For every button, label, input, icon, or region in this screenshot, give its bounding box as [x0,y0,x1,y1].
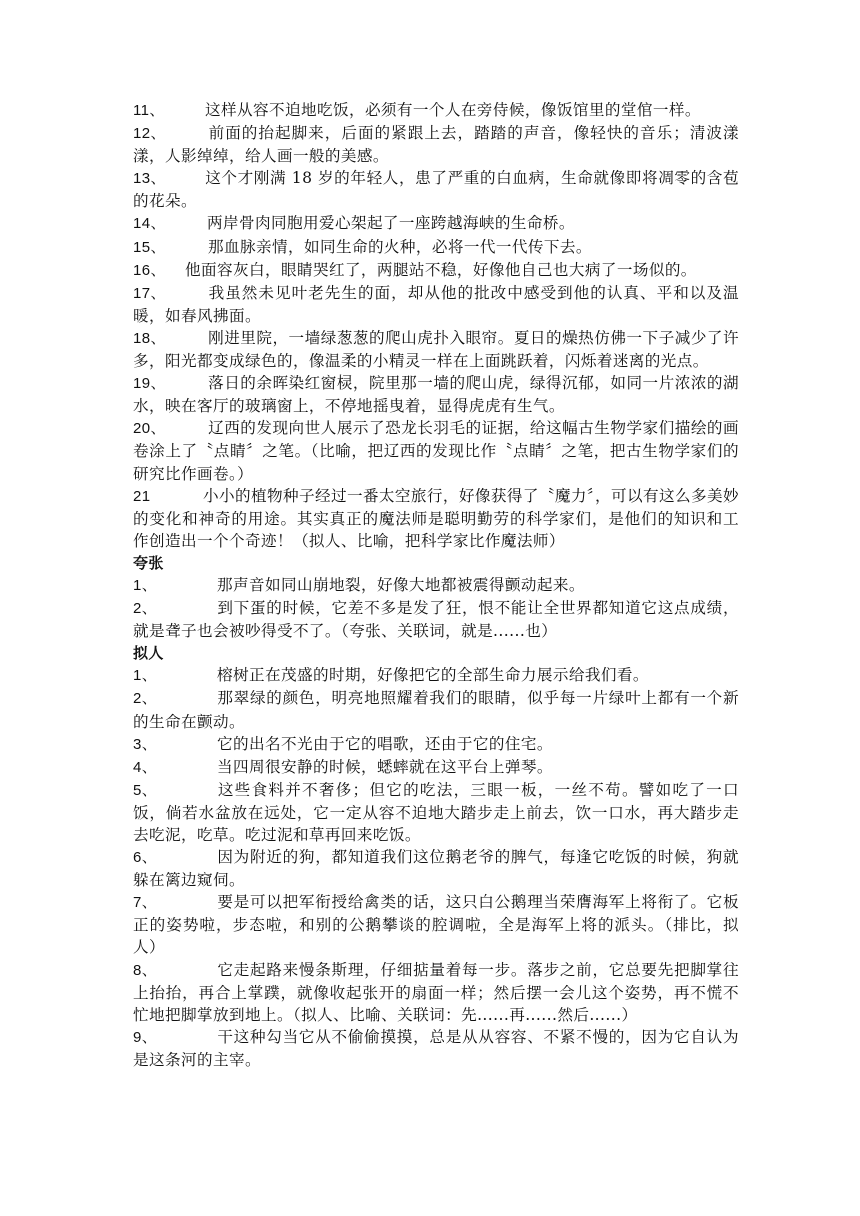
list-item [133,891,739,958]
list-item [133,756,739,779]
item-number: 2、 [133,600,158,618]
list-item [133,236,739,259]
item-text: 我虽然未见叶老先生的面，却从他的批改中感受到他的认真、平和以及温暖，如春风拂面。 [133,283,739,325]
item-number: 1、 [133,667,158,685]
item-number: 21 [133,487,151,505]
item-number: 17、 [133,284,166,302]
item-number: 9、 [133,1028,158,1046]
item-text: 他面容灰白，眼睛哭红了，两腿站不稳，好像他自己也大病了一场似的。 [185,260,697,279]
item-text: 当四周很安静的时候，蟋蟀就在这平台上弹琴。 [217,757,553,776]
item-number: 14、 [133,215,166,233]
item-text: 这个才刚满 18 岁的年轻人，患了严重的白血病，生命就像即将凋零的含苞的花朵。 [133,169,739,211]
section-similes [133,99,739,552]
item-number: 19、 [133,375,166,393]
list-item [133,212,739,235]
list-item [133,167,739,212]
list-item [133,282,739,327]
item-text: 要是可以把军衔授给禽类的话，这只白公鹅理当荣膺海军上将衔了。它板正的姿势啦，步态啦，和别的公鹅攀谈的腔调啦，全是海军上将的派头。（排比，拟人） [133,893,739,957]
item-text: 前面的抬起脚来，后面的紧跟上去，踏踏的声音，像轻快的音乐；清波漾漾，人影绰绰，给人画一般的美感。 [133,124,739,166]
item-text: 干这种勾当它从不偷偷摸摸，总是从从容容、不紧不慢的，因为它自认为是这条河的主宰。 [133,1027,739,1069]
item-text: 这样从容不迫地吃饭，必须有一个人在旁侍候，像饭馆里的堂倌一样。 [205,101,701,119]
item-number: 13、 [133,170,166,188]
list-item [133,99,739,122]
item-text: 那血脉亲情，如同生命的火种，必将一代一代传下去。 [208,237,592,256]
section-heading: 拟人 [133,644,164,663]
item-text: 小小的植物种子经过一番太空旅行，好像获得了〝魔力〞，可以有这么多美妙的变化和神奇的用途。其实真正的魔法师是聪明勤劳的科学家们，是他们的知识和工作创造出一个个奇迹！（拟人、比喻，把科学家比作魔法师） [133,486,739,550]
item-text: 刚进里院，一墙绿葱葱的爬山虎扑入眼帘。夏日的燥热仿佛一下子减少了许多，阳光都变成绿色的，像温柔的小精灵一样在上面跳跃着，闪烁着迷离的光点。 [133,328,739,371]
list-item [133,485,739,552]
list-item [133,779,739,846]
section-personification [133,642,739,1071]
item-number: 18、 [133,329,166,347]
document-body [133,99,739,1071]
list-item [133,846,739,891]
item-text: 它的出名不光由于它的唱歌，还由于它的住宅。 [217,734,553,753]
list-item [133,687,739,732]
item-number: 12、 [133,125,166,143]
item-text: 辽西的发现向世人展示了恐龙长羽毛的证据，给这幅古生物学家们描绘的画卷涂上了〝点睛〞之笔。（比喻，把辽西的发现比作〝点睛〞之笔，把古生物学家们的研究比作画卷。） [133,419,739,483]
item-number: 8、 [133,961,158,979]
item-text: 它走起路来慢条斯理，仔细掂量着每一步。落步之前，它总要先把脚掌往上抬抬，再合上掌蹼，就像收起张开的扇面一样；然后摆一会儿这个姿势，再不慌不忙地把脚掌放到地上。（拟人、比喻、关联词：先......再......然后......） [133,960,739,1024]
list-item [133,574,739,597]
item-number: 11、 [133,102,165,119]
item-number: 5、 [133,781,158,799]
item-number: 3、 [133,735,158,753]
list-item [133,959,739,1026]
item-number: 6、 [133,849,158,867]
item-number: 2、 [133,690,158,708]
list-item [133,664,739,687]
section-exaggeration [133,552,739,642]
list-item [133,597,739,642]
list-item [133,122,739,167]
list-item [133,327,739,372]
item-text: 那翠绿的颜色，明亮地照耀着我们的眼睛，似乎每一片绿叶上都有一个新的生命在颤动。 [133,689,739,731]
item-text: 两岸骨肉同胞用爱心架起了一座跨越海峡的生命桥。 [207,214,575,233]
item-number: 1、 [133,576,158,594]
list-item [133,733,739,756]
list-item [133,259,739,282]
list-item [133,417,739,484]
item-text: 因为附近的狗，都知道我们这位鹅老爷的脾气，每逢它吃饭的时候，狗就躲在篱边窥伺。 [133,848,739,890]
section-heading: 夸张 [133,553,164,572]
item-number: 7、 [133,894,158,912]
list-item [133,1026,739,1071]
item-text: 这些食料并不奢侈；但它的吃法，三眼一板，一丝不苟。譬如吃了一口饭，倘若水盆放在远处，它一定从容不迫地大踏步走上前去，饮一口水，再大踏步走去吃泥，吃草。吃过泥和草再回来吃饭。 [133,780,739,844]
item-text: 落日的余晖染红窗棂，院里那一墙的爬山虎，绿得沉郁，如同一片浓浓的湖水，映在客厅的玻璃窗上，不停地摇曳着，显得虎虎有生气。 [133,374,739,416]
item-text: 到下蛋的时候，它差不多是发了狂，恨不能让全世界都知道它这点成绩，就是聋子也会被吵得受不了。（夸张、关联词，就是......也） [133,599,739,641]
item-number: 15、 [133,238,166,256]
item-text: 那声音如同山崩地裂，好像大地都被震得颤动起来。 [217,575,585,594]
item-number: 4、 [133,758,158,776]
item-number: 16、 [133,261,166,279]
item-text: 榕树正在茂盛的时期，好像把它的全部生命力展示给我们看。 [217,666,649,685]
item-number: 20、 [133,420,166,438]
list-item [133,372,739,417]
